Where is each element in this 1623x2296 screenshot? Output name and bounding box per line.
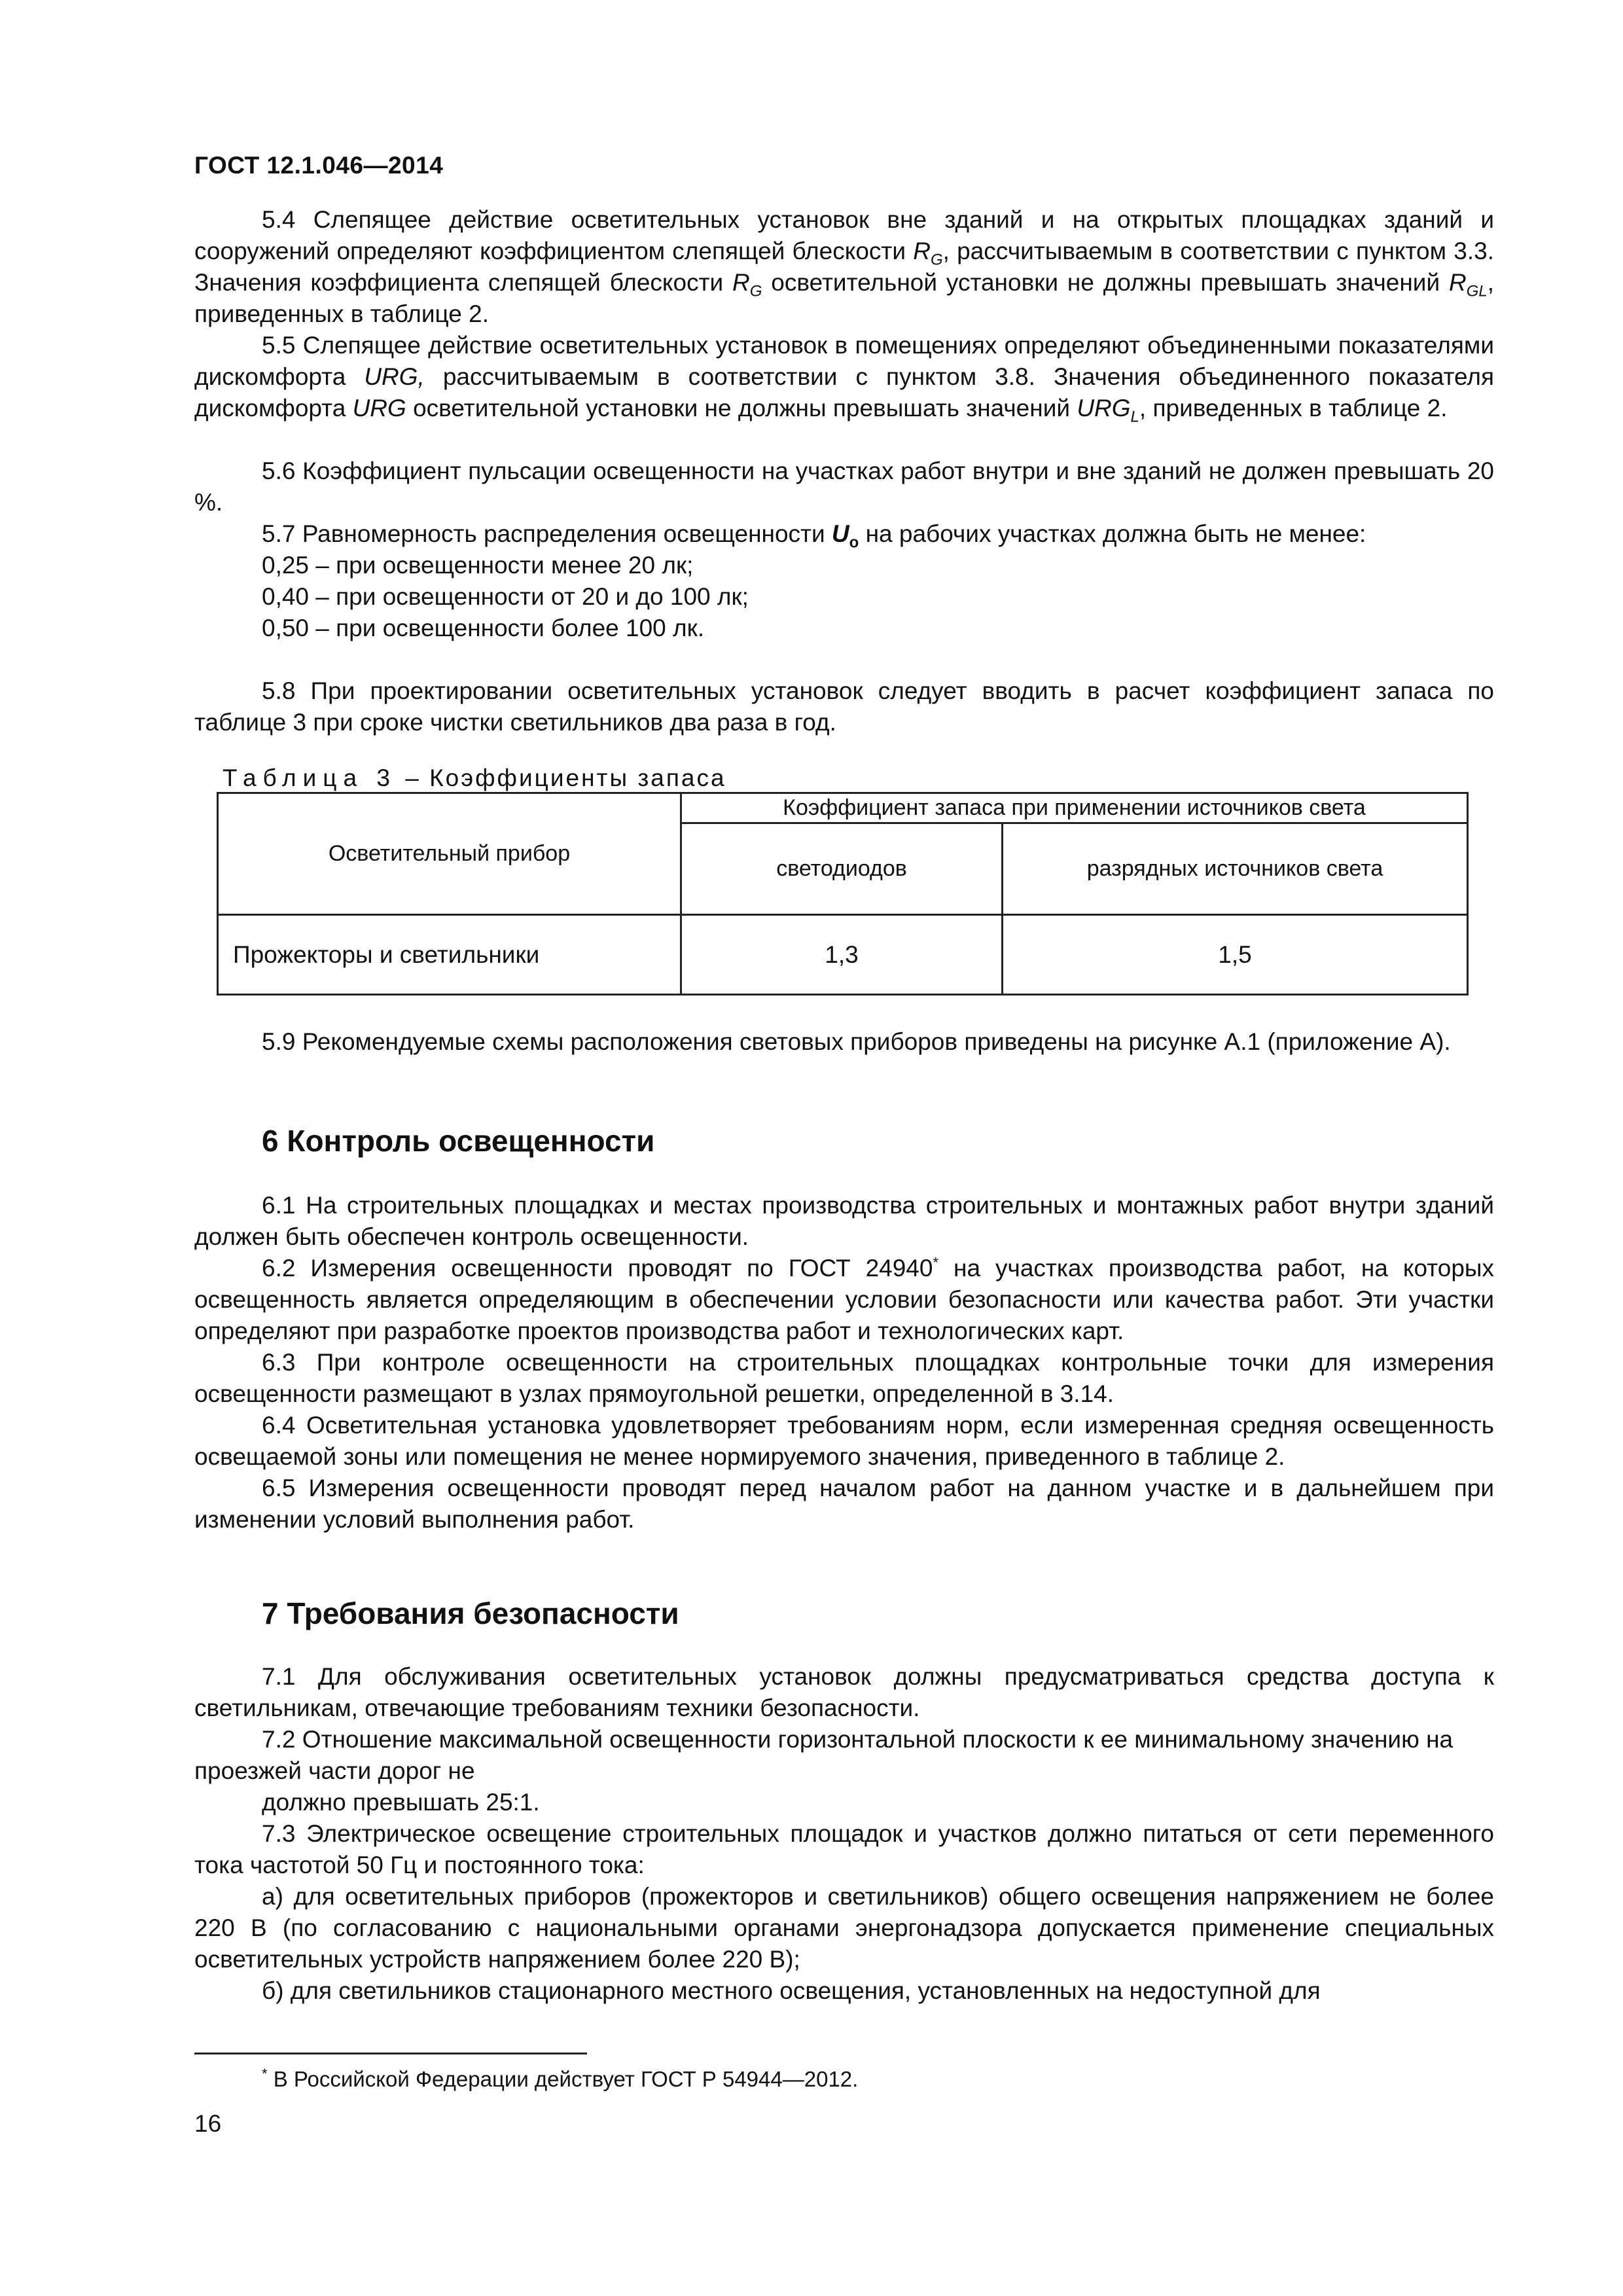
table-3-title: – Коэффициенты запаса [396, 764, 726, 791]
p55-text-a: 5.5 Слепящее действие осветительных установок в помещениях определяют объединенными показателями дискомфорта [194, 332, 1494, 390]
footnote-text: В Российской Федерации действует ГОСТ Р 54944—2012. [267, 2067, 859, 2091]
paragraph-5-7 [194, 518, 1494, 644]
p54-subscript-3: GL [1466, 282, 1488, 300]
footnote-separator [194, 2053, 587, 2054]
p54-text-d: , приведенных в таблице 2. [194, 269, 1495, 327]
p55-text-d: , приведенных в таблице 2. [1139, 395, 1448, 422]
p54-symbol-3: R [1448, 269, 1467, 296]
paragraph-5-9: 5.9 Рекомендуемые схемы расположения световых приборов приведены на рисунке А.1 (приложение А). [262, 1028, 1451, 1055]
p57-list-item: 0,40 – при освещенности от 20 и до 100 лк; [262, 583, 749, 610]
paragraph-7-1: 7.1 Для обслуживания осветительных установок должны предусматриваться средства доступа к светильникам, отвечающие требованиям техники безопасности. [194, 1663, 1494, 1721]
paragraph-6-5: 6.5 Измерения освещенности проводят перед началом работ на данном участке и в дальнейшем при изменении условий выполнения работ. [194, 1475, 1494, 1533]
p55-symbol-3: URG [1077, 395, 1131, 422]
paragraph-5-8: 5.8 При проектировании осветительных установок следует вводить в расчет коэффициент запаса по таблице 3 при сроке чистки светильников два раза в год. [194, 677, 1494, 736]
section-6-heading: 6 Контроль освещенности [262, 1124, 655, 1158]
paragraph-7-2-cont: должно превышать 25:1. [262, 1789, 540, 1816]
p55-subscript-3: L [1130, 408, 1139, 426]
document-code-header: ГОСТ 12.1.046—2014 [194, 152, 444, 179]
p57-subscript: o [849, 533, 859, 552]
p54-subscript-2: G [749, 282, 762, 300]
section-7-heading: 7 Требования безопасности [262, 1596, 679, 1630]
p57-text-a: 5.7 Равномерность распределения освещенности [262, 520, 832, 547]
p54-text-a: 5.4 Слепящее действие осветительных установок вне зданий и на открытых площадках зданий и сооружений определяют коэффициентом слепящей блескости [194, 206, 1494, 264]
paragraph-6-2 [194, 1253, 1494, 1347]
p62-text-a: 6.2 Измерения освещенности проводят по ГОСТ 24940 [262, 1255, 933, 1282]
p57-intro [194, 518, 1494, 550]
p62-text-b: на участках производства работ, на которых освещенность является определяющим в обеспечении условии безопасности или качества работ. Эти участки определяют при разработке проектов производства работ и технологических карт. [194, 1255, 1494, 1344]
paragraph-5-6: 5.6 Коэффициент пульсации освещенности на участках работ внутри и вне зданий не должен превышать 20 %. [194, 457, 1494, 516]
table-cell-led-value: 1,3 [681, 915, 1003, 995]
p62-footnote-mark: * [933, 1254, 939, 1271]
p54-subscript-1: G [930, 251, 943, 269]
paragraph-6-4: 6.4 Осветительная установка удовлетворяет требованиям норм, если измеренная средняя освещенность освещаемой зоны или помещения не менее нормируемого значения, приведенного в таблице 2. [194, 1412, 1494, 1470]
p55-symbol-2: URG [352, 395, 406, 422]
section-6-body [194, 1190, 1494, 1535]
p55-text-c: осветительной установки не должны превышать значений [406, 395, 1077, 422]
p57-text-b: на рабочих участках должна быть не менее: [859, 520, 1366, 547]
p54-symbol-1: R [913, 238, 931, 264]
page-number: 16 [194, 2110, 222, 2137]
p54-text-c: осветительной установки не должны превышать значений [762, 269, 1449, 296]
paragraph-5-5 [194, 330, 1494, 424]
p57-symbol: U [831, 520, 849, 547]
p57-list-item: 0,25 – при освещенности менее 20 лк; [262, 552, 694, 579]
p55-symbol-1: URG, [364, 363, 425, 390]
footnote-mark: * [262, 2066, 268, 2082]
paragraph-7-3-a: а) для осветительных приборов (прожекторов и светильников) общего освещения напряжением не более 220 В (по согласованию с национальными органами энергонадзора допускается применение специальных осветительных устройств напряжением более 220 В); [194, 1883, 1494, 1973]
table-header-device: Осветительный прибор [218, 793, 681, 915]
table-header-discharge: разрядных источников света [1003, 823, 1468, 915]
table-header-led: светодиодов [681, 823, 1003, 915]
paragraph-6-1: 6.1 На строительных площадках и местах производства строительных и монтажных работ внутри зданий должен быть обеспечен контроль освещенности. [194, 1192, 1494, 1250]
paragraph-7-2: 7.2 Отношение максимальной освещенности горизонтальной плоскости к ее минимальному значению на проезжей части дорог не [194, 1726, 1454, 1784]
table-row-label: Прожекторы и светильники [218, 915, 681, 995]
p57-list-item: 0,50 – при освещенности более 100 лк. [262, 615, 705, 641]
table-3-caption [223, 764, 726, 792]
table-3-label: Таблица 3 [223, 764, 397, 791]
table-3 [217, 792, 1469, 996]
paragraph-6-3: 6.3 При контроле освещенности на строительных площадках контрольные точки для измерения освещенности размещают в узлах прямоугольной решетки, определенной в 3.14. [194, 1349, 1494, 1407]
footnote [262, 2067, 858, 2092]
p54-text-b: , рассчитываемым в соответствии с пунктом 3.3. Значения коэффициента слепящей блескости [194, 238, 1494, 296]
table-cell-discharge-value: 1,5 [1003, 915, 1468, 995]
p55-text-b: рассчитываемым в соответствии с пунктом 3.8. Значения объединенного показателя дискомфорта [194, 363, 1494, 422]
paragraph-7-3: 7.3 Электрическое освещение строительных площадок и участков должно питаться от сети переменного тока частотой 50 Гц и постоянного тока: [194, 1820, 1494, 1878]
paragraph-7-3-b: б) для светильников стационарного местного освещения, установленных на недоступной для [262, 1977, 1321, 2004]
paragraph-5-4 [194, 204, 1494, 330]
table-header-group: Коэффициент запаса при применении источников света [681, 793, 1468, 823]
p54-symbol-2: R [732, 269, 750, 296]
section-7-body [194, 1661, 1494, 2007]
